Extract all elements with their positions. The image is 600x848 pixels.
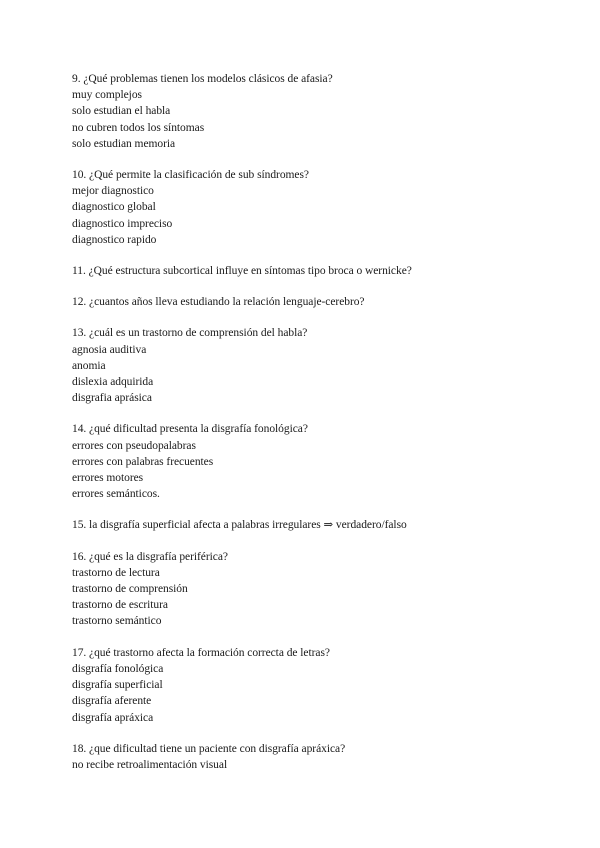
question-prompt: 10. ¿Qué permite la clasificación de sub síndromes? <box>72 169 309 182</box>
answer-option: diagnostico global <box>72 201 156 214</box>
answer-option: trastorno de comprensión <box>72 583 188 596</box>
answer-option: no cubren todos los síntomas <box>72 121 205 134</box>
question-prompt: 12. ¿cuantos años lleva estudiando la relación lenguaje-cerebro? <box>72 296 365 309</box>
question-prompt: 17. ¿qué trastorno afecta la formación correcta de letras? <box>72 646 330 659</box>
question-prompt: 13. ¿cuál es un trastorno de comprensión del habla? <box>72 327 308 340</box>
answer-option: disgrafía fonológica <box>72 662 164 675</box>
question-prompt: 18. ¿que dificultad tiene un paciente con disgrafía apráxica? <box>72 742 346 755</box>
document-page <box>72 71 572 788</box>
question-prompt: 9. ¿Qué problemas tienen los modelos clásicos de afasia? <box>72 73 333 85</box>
question-18 <box>72 741 572 773</box>
answer-option: disgrafía aferente <box>72 695 152 708</box>
answer-option: agnosia auditiva <box>72 343 147 356</box>
question-14 <box>72 421 572 502</box>
answer-option: trastorno de lectura <box>72 566 160 579</box>
answer-option: diagnostico rapido <box>72 233 157 246</box>
answer-option: mejor diagnostico <box>72 185 154 198</box>
question-15 <box>72 517 572 533</box>
answer-option: trastorno de escritura <box>72 599 168 612</box>
answer-option: anomia <box>72 359 106 372</box>
question-prompt: 16. ¿qué es la disgrafía periférica? <box>72 550 228 563</box>
answer-option: no recibe retroalimentación visual <box>72 758 228 771</box>
answer-option: dislexia adquirida <box>72 376 154 389</box>
question-9 <box>72 71 572 152</box>
question-prompt: 11. ¿Qué estructura subcortical influye en síntomas tipo broca o wernicke? <box>72 265 412 278</box>
answer-option: muy complejos <box>72 89 142 102</box>
question-prompt: 15. la disgrafía superficial afecta a palabras irregulares ⇒ verdadero/falso <box>72 519 407 532</box>
question-13 <box>72 325 572 406</box>
answer-option: errores semánticos. <box>72 488 160 501</box>
question-10 <box>72 167 572 248</box>
question-12 <box>72 294 572 310</box>
answer-option: disgrafía apráxica <box>72 711 154 724</box>
question-16 <box>72 549 572 630</box>
answer-option: trastorno semántico <box>72 615 162 628</box>
answer-option: errores motores <box>72 472 144 485</box>
question-17 <box>72 645 572 726</box>
answer-option: disgrafia aprásica <box>72 392 152 405</box>
answer-option: solo estudian memoria <box>72 137 176 150</box>
answer-option: errores con palabras frecuentes <box>72 455 214 468</box>
answer-option: disgrafía superficial <box>72 679 163 692</box>
answer-option: errores con pseudopalabras <box>72 439 196 452</box>
question-prompt: 14. ¿qué dificultad presenta la disgrafía fonológica? <box>72 423 308 436</box>
answer-option: solo estudian el habla <box>72 105 171 118</box>
answer-option: diagnostico impreciso <box>72 217 173 230</box>
question-11 <box>72 263 572 279</box>
